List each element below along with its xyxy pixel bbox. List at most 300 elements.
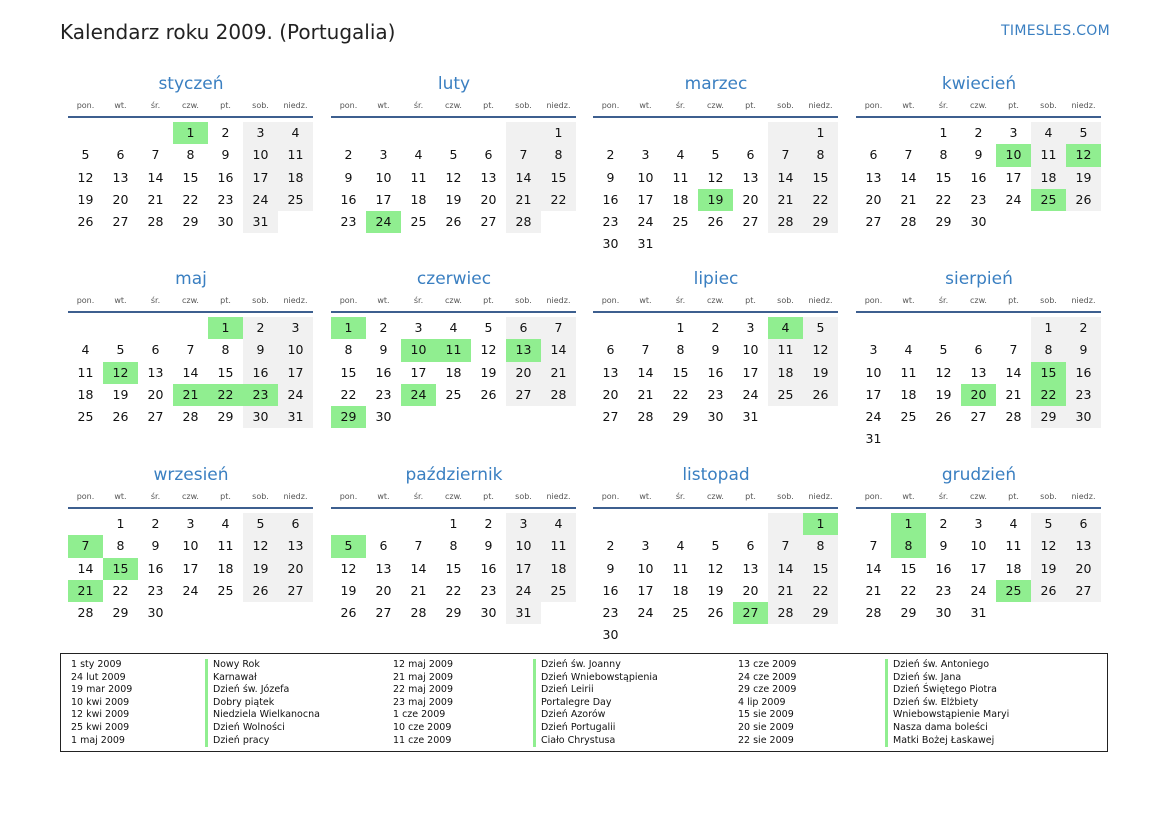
day-cell: 20 (278, 558, 313, 580)
day-cell: 31 (506, 602, 541, 624)
weekday-label: czw. (445, 492, 462, 501)
day-cell: 9 (939, 538, 948, 554)
legend-holiday-name: Karnawał (205, 672, 320, 685)
day-cell: 12 (340, 560, 357, 576)
weekday-label: niedz. (1071, 492, 1096, 501)
day-cell: 13 (375, 560, 392, 576)
day-cell: 22 (935, 191, 952, 207)
month-name: luty (437, 74, 471, 94)
day-cell: 7 (768, 144, 803, 166)
day-cell: 8 (939, 147, 948, 163)
day-cell: 7 (414, 538, 423, 554)
day-cell: 20 (1066, 558, 1101, 580)
day-cell: 9 (484, 538, 493, 554)
day-cell: 17 (970, 560, 987, 576)
day-cell: 6 (746, 538, 755, 554)
day-cell: 13 (278, 535, 313, 557)
day-cell: 26 (935, 409, 952, 425)
weekday-label: pt. (1008, 101, 1019, 110)
day-cell: 30 (970, 214, 987, 230)
day-cell: 12 (1031, 535, 1066, 557)
day-cell: 10 (375, 169, 392, 185)
day-cell: 13 (1066, 535, 1101, 557)
day-cell: 26 (112, 409, 129, 425)
day-cell: 2 (606, 538, 615, 554)
empty-cell (698, 513, 733, 535)
day-cell: 4 (1009, 516, 1018, 531)
day-grid (856, 513, 1102, 624)
day-cell: 6 (974, 342, 983, 358)
day-cell: 14 (865, 560, 882, 576)
day-cell: 17 (278, 362, 313, 384)
day-cell: 6 (869, 147, 878, 163)
day-cell: 22 (112, 582, 129, 598)
day-cell: 3 (1009, 125, 1018, 140)
day-cell: 18 (77, 386, 94, 402)
day-cell: 8 (541, 144, 576, 166)
day-cell: 3 (746, 320, 755, 335)
day-cell: 8 (344, 342, 353, 358)
day-cell: 24 (865, 409, 882, 425)
day-cell: 9 (379, 342, 388, 358)
weekday-label: czw. (707, 492, 724, 501)
weekday-label: pon. (601, 492, 620, 501)
day-cell: 23 (970, 191, 987, 207)
day-cell: 25 (77, 409, 94, 425)
header-rule (68, 507, 313, 509)
weekday-header (856, 294, 1102, 308)
weekday-header (331, 490, 577, 504)
day-cell: 9 (711, 342, 720, 358)
day-cell: 28 (637, 409, 654, 425)
legend-holiday-name: Dzień pracy (205, 735, 320, 748)
day-cell: 29 (803, 211, 838, 233)
day-cell: 2 (221, 125, 230, 140)
day-cell: 19 (480, 364, 497, 380)
day-cell: 22 (445, 582, 462, 598)
day-cell: 13 (480, 169, 497, 185)
holiday-day: 20 (961, 384, 996, 406)
legend-holiday-name: Dzień Wniebowstąpienia (533, 672, 658, 685)
weekday-label: wt. (114, 101, 127, 110)
day-cell: 18 (278, 167, 313, 189)
day-cell: 30 (480, 605, 497, 621)
holiday-day: 1 (331, 317, 366, 339)
legend-holiday-name: Dzień Wolności (205, 722, 320, 735)
day-cell: 21 (541, 362, 576, 384)
weekday-label: czw. (182, 296, 199, 305)
day-cell: 21 (410, 582, 427, 598)
day-cell: 8 (803, 535, 838, 557)
header-rule (856, 507, 1101, 509)
day-cell: 9 (1066, 339, 1101, 361)
day-grid (331, 122, 577, 233)
day-cell: 26 (1066, 189, 1101, 211)
weekday-label: pt. (1008, 492, 1019, 501)
holiday-day: 25 (1031, 189, 1066, 211)
day-cell: 30 (1066, 406, 1101, 428)
holiday-day: 15 (1031, 362, 1066, 384)
day-cell: 31 (865, 431, 882, 447)
legend-date: 25 kwi 2009 (71, 721, 130, 733)
holiday-day: 22 (1031, 384, 1066, 406)
day-cell: 20 (865, 191, 882, 207)
day-cell: 6 (1066, 513, 1101, 535)
legend-date: 22 sie 2009 (738, 734, 794, 746)
legend-holiday-name: Dzień Leirii (533, 684, 658, 697)
holiday-day: 8 (891, 535, 926, 557)
weekday-label: pon. (76, 296, 95, 305)
day-cell: 18 (541, 558, 576, 580)
day-cell: 29 (672, 409, 689, 425)
empty-cell (768, 122, 803, 144)
day-cell: 1 (449, 516, 458, 531)
weekday-label: niedz. (546, 296, 571, 305)
day-cell: 30 (375, 409, 392, 425)
day-cell: 31 (742, 409, 759, 425)
legend-date: 23 maj 2009 (393, 696, 454, 708)
weekday-header (856, 99, 1102, 113)
day-cell: 17 (243, 167, 278, 189)
day-cell: 18 (672, 582, 689, 598)
day-cell: 16 (243, 362, 278, 384)
day-cell: 28 (410, 605, 427, 621)
month-4 (68, 267, 314, 428)
day-cell: 24 (637, 214, 654, 230)
weekday-label: niedz. (283, 492, 308, 501)
day-cell: 11 (278, 144, 313, 166)
empty-cell (506, 122, 541, 144)
weekday-label: pon. (339, 101, 358, 110)
empty-cell (628, 513, 663, 535)
month-name: czerwiec (416, 269, 492, 289)
holiday-day: 1 (173, 122, 208, 144)
legend-holiday-name: Dobry piątek (205, 697, 320, 710)
holiday-day: 25 (996, 580, 1031, 602)
weekday-label: sob. (1040, 296, 1057, 305)
day-cell: 17 (637, 582, 654, 598)
day-cell: 18 (410, 191, 427, 207)
day-cell: 11 (672, 169, 689, 185)
weekday-label: czw. (970, 296, 987, 305)
weekday-label: śr. (413, 101, 424, 110)
legend-names-col-1 (205, 659, 320, 747)
header-rule (593, 116, 838, 118)
day-cell: 11 (410, 169, 427, 185)
day-cell: 16 (375, 364, 392, 380)
weekday-label: czw. (182, 492, 199, 501)
empty-cell (628, 122, 663, 144)
day-cell: 2 (711, 320, 720, 335)
weekday-label: czw. (445, 101, 462, 110)
page-title: Kalendarz roku 2009. (Portugalia) (60, 20, 396, 44)
legend-holiday-name: Matki Bożej Łaskawej (885, 735, 1009, 748)
day-cell: 5 (484, 320, 493, 335)
day-cell: 27 (970, 409, 987, 425)
day-cell: 17 (410, 364, 427, 380)
day-cell: 5 (803, 317, 838, 339)
month-name: marzec (684, 74, 748, 94)
day-cell: 16 (340, 191, 357, 207)
header-rule (593, 507, 838, 509)
legend-date: 22 maj 2009 (393, 684, 454, 696)
day-cell: 3 (186, 516, 195, 531)
empty-cell (593, 122, 628, 144)
day-cell: 24 (278, 384, 313, 406)
day-cell: 10 (278, 339, 313, 361)
day-cell: 14 (506, 167, 541, 189)
day-cell: 28 (768, 602, 803, 624)
weekday-header (593, 294, 839, 308)
day-cell: 7 (904, 147, 913, 163)
empty-cell (103, 122, 138, 144)
month-name: październik (405, 465, 503, 485)
day-cell: 11 (672, 560, 689, 576)
day-cell: 15 (217, 364, 234, 380)
legend-date: 11 cze 2009 (393, 734, 452, 746)
day-cell: 20 (742, 191, 759, 207)
holiday-day: 24 (366, 211, 401, 233)
header-rule (593, 311, 838, 313)
day-cell: 7 (641, 342, 650, 358)
weekday-header (331, 99, 577, 113)
header-rule (68, 116, 313, 118)
day-cell: 4 (904, 342, 913, 358)
day-cell: 29 (445, 605, 462, 621)
day-cell: 5 (711, 538, 720, 554)
day-cell: 9 (606, 169, 615, 185)
day-cell: 21 (637, 386, 654, 402)
weekday-label: pon. (864, 296, 883, 305)
day-cell: 30 (217, 214, 234, 230)
day-cell: 19 (935, 386, 952, 402)
legend-holiday-name: Dzień św. Antoniego (885, 659, 1009, 672)
month-name: lipiec (693, 269, 739, 289)
day-cell: 21 (1005, 386, 1022, 402)
day-cell: 3 (641, 538, 650, 554)
day-cell: 5 (939, 342, 948, 358)
day-cell: 6 (484, 147, 493, 163)
day-cell: 30 (602, 627, 619, 643)
weekday-label: śr. (150, 296, 161, 305)
weekday-label: sob. (515, 101, 532, 110)
weekday-label: śr. (150, 492, 161, 501)
empty-cell (926, 317, 961, 339)
day-cell: 28 (1005, 409, 1022, 425)
legend-date: 12 maj 2009 (393, 659, 454, 670)
day-cell: 2 (151, 516, 160, 531)
legend-date: 20 sie 2009 (738, 721, 794, 733)
month-9 (331, 463, 577, 624)
day-cell: 23 (217, 191, 234, 207)
day-cell: 6 (278, 513, 313, 535)
legend-date: 10 cze 2009 (393, 721, 452, 733)
day-cell: 5 (1066, 122, 1101, 144)
day-cell: 20 (112, 191, 129, 207)
month-name: listopad (682, 465, 750, 485)
weekday-label: wt. (377, 296, 390, 305)
holiday-day: 21 (173, 384, 208, 406)
day-cell: 12 (935, 364, 952, 380)
weekday-label: wt. (639, 101, 652, 110)
day-cell: 16 (1066, 362, 1101, 384)
empty-cell (663, 513, 698, 535)
day-cell: 15 (900, 560, 917, 576)
legend-holiday-name: Dzień Portugalii (533, 722, 658, 735)
brand-logo-text[interactable]: TIMESLES.COM (1001, 23, 1110, 39)
day-cell: 16 (602, 191, 619, 207)
legend-date: 1 cze 2009 (393, 709, 446, 721)
weekday-label: pt. (745, 492, 756, 501)
day-cell: 19 (1066, 167, 1101, 189)
day-cell: 24 (506, 580, 541, 602)
weekday-label: pon. (339, 296, 358, 305)
day-cell: 14 (768, 167, 803, 189)
weekday-label: wt. (377, 101, 390, 110)
day-cell: 1 (116, 516, 125, 531)
day-cell: 10 (243, 144, 278, 166)
empty-cell (401, 513, 436, 535)
day-cell: 10 (182, 538, 199, 554)
holiday-day: 27 (733, 602, 768, 624)
day-cell: 31 (278, 406, 313, 428)
day-cell: 8 (449, 538, 458, 554)
legend-holiday-name: Ciało Chrystusa (533, 735, 658, 748)
empty-cell (733, 122, 768, 144)
weekday-label: wt. (902, 492, 915, 501)
day-cell: 6 (746, 147, 755, 163)
day-cell: 17 (506, 558, 541, 580)
day-cell: 6 (116, 147, 125, 163)
month-7 (856, 267, 1102, 451)
weekday-label: pon. (76, 101, 95, 110)
day-cell: 8 (676, 342, 685, 358)
empty-cell (103, 317, 138, 339)
month-6 (593, 267, 839, 428)
weekday-label: pt. (1008, 296, 1019, 305)
empty-cell (961, 317, 996, 339)
day-cell: 6 (151, 342, 160, 358)
weekday-label: pt. (483, 296, 494, 305)
day-cell: 20 (506, 362, 541, 384)
header-rule (68, 311, 313, 313)
weekday-label: czw. (182, 101, 199, 110)
day-cell: 28 (506, 211, 541, 233)
day-cell: 8 (221, 342, 230, 358)
day-cell: 20 (742, 582, 759, 598)
day-cell: 9 (151, 538, 160, 554)
weekday-label: niedz. (546, 101, 571, 110)
holiday-day: 1 (208, 317, 243, 339)
day-cell: 4 (449, 320, 458, 335)
day-cell: 7 (1009, 342, 1018, 358)
day-cell: 17 (1005, 169, 1022, 185)
day-cell: 17 (865, 386, 882, 402)
empty-cell (663, 122, 698, 144)
day-cell: 18 (1031, 167, 1066, 189)
day-cell: 14 (637, 364, 654, 380)
day-cell: 29 (182, 214, 199, 230)
day-cell: 25 (410, 214, 427, 230)
legend-date: 1 sty 2009 (71, 659, 122, 670)
day-cell: 28 (865, 605, 882, 621)
day-cell: 18 (445, 364, 462, 380)
day-cell: 3 (641, 147, 650, 163)
month-name: styczeń (158, 74, 224, 94)
weekday-label: wt. (902, 296, 915, 305)
legend-dates-col-2 (393, 659, 453, 747)
legend-date: 12 kwi 2009 (71, 709, 130, 721)
day-cell: 7 (869, 538, 878, 554)
legend-date: 1 maj 2009 (71, 734, 125, 746)
legend-holiday-name: Niedziela Wielkanocna (205, 709, 320, 722)
day-grid (68, 317, 314, 428)
day-cell: 29 (900, 605, 917, 621)
day-cell: 27 (506, 384, 541, 406)
legend-holiday-name: Portalegre Day (533, 697, 658, 710)
empty-cell (996, 317, 1031, 339)
day-cell: 22 (340, 386, 357, 402)
day-cell: 4 (1031, 122, 1066, 144)
day-cell: 12 (707, 560, 724, 576)
day-cell: 10 (865, 364, 882, 380)
day-cell: 23 (707, 386, 724, 402)
legend-holiday-name: Dzień Azorów (533, 709, 658, 722)
day-cell: 19 (112, 386, 129, 402)
weekday-label: pt. (220, 101, 231, 110)
day-cell: 5 (449, 147, 458, 163)
day-cell: 11 (1005, 538, 1022, 554)
day-cell: 25 (672, 605, 689, 621)
month-11 (856, 463, 1102, 624)
empty-cell (471, 122, 506, 144)
day-cell: 12 (243, 535, 278, 557)
month-3 (856, 72, 1102, 233)
day-cell: 1 (676, 320, 685, 335)
day-cell: 8 (116, 538, 125, 554)
empty-cell (331, 122, 366, 144)
day-cell: 4 (676, 538, 685, 554)
day-cell: 26 (77, 214, 94, 230)
weekday-label: śr. (675, 492, 686, 501)
day-cell: 26 (340, 605, 357, 621)
month-5 (331, 267, 577, 428)
day-cell: 1 (541, 122, 576, 144)
day-cell: 25 (278, 189, 313, 211)
day-cell: 26 (707, 605, 724, 621)
day-cell: 27 (480, 214, 497, 230)
legend-date: 19 mar 2009 (71, 684, 133, 696)
weekday-label: czw. (707, 101, 724, 110)
day-cell: 23 (147, 582, 164, 598)
day-cell: 1 (939, 125, 948, 140)
day-cell: 21 (768, 189, 803, 211)
day-cell: 26 (243, 580, 278, 602)
day-cell: 27 (112, 214, 129, 230)
day-cell: 19 (445, 191, 462, 207)
day-cell: 17 (637, 191, 654, 207)
day-cell: 26 (803, 384, 838, 406)
weekday-label: niedz. (1071, 296, 1096, 305)
legend-dates-col-1 (71, 659, 132, 747)
day-cell: 29 (1031, 406, 1066, 428)
day-cell: 13 (970, 364, 987, 380)
day-cell: 25 (672, 214, 689, 230)
day-cell: 8 (1031, 339, 1066, 361)
day-cell: 28 (182, 409, 199, 425)
weekday-label: niedz. (808, 492, 833, 501)
day-cell: 4 (221, 516, 230, 531)
